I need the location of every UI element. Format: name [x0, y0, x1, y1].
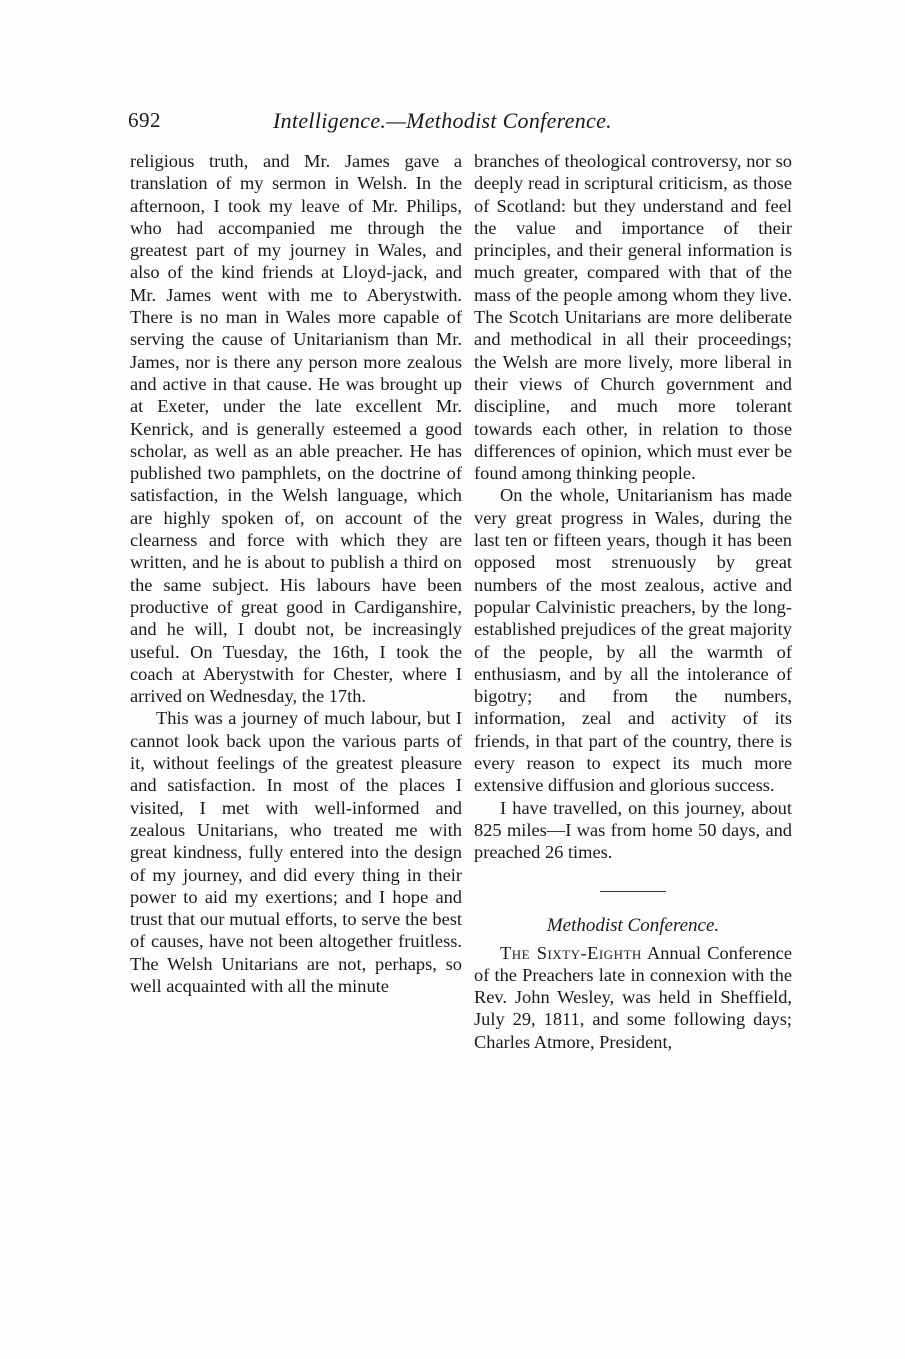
- section-heading: Methodist Conference.: [546, 914, 720, 936]
- running-title: Intelligence.—Methodist Conference.: [273, 108, 612, 133]
- section-body-text: Annual Conference of the Preachers late in connexion with the Rev. John Wesley, was held in Sheffield, July 29, 1811, and some following days; Charles Atmore, President,: [474, 942, 792, 1052]
- section-body: [474, 942, 792, 1053]
- section-lead-smallcaps: The Sixty-Eighth: [500, 942, 642, 963]
- paragraph-left-1: religious truth, and Mr. James gave a translation of my sermon in Welsh. In the afternoon, I took my leave of Mr. Philips, who had accompanied me through the greatest part of my journey in Wales, and also of the kind friends at Lloyd-jack, and Mr. James went with me to Aberystwith. There is no man in Wales more capable of serving the cause of Unitarianism than Mr. James, nor is there any person more zealous and active in that cause. He was brought up at Exeter, under the late excellent Mr. Kenrick, and is generally esteemed a good scholar, as well as an able preacher. He has published two pamphlets, on the doctrine of satisfaction, in the Welsh language, which are highly spoken of, on account of the clearness and force with which they are written, and he is about to publish a third on the same subject. His labours have been productive of great good in Cardiganshire, and he will, I doubt not, be increasingly useful. On Tuesday, the 16th, I took the coach at Aberystwith for Chester, where I arrived on Wednesday, the 17th.: [130, 151, 462, 707]
- paragraph-right-1: branches of theological controversy, nor so deeply read in scriptural criticism, as those of Scotland: but they understand and feel the value and importance of their principles, and their general information is much greater, compared with that of the mass of the people among whom they live. The Scotch Unitarians are more deliberate and methodical in all their proceedings; the Welsh are more lively, more liberal in their views of Church government and discipline, and much more tolerant towards each other, in relation to those differences of opinion, which must ever be found among thinking people.: [474, 151, 792, 484]
- running-head: [128, 108, 804, 140]
- paragraph-left-2: This was a journey of much labour, but I cannot look back upon the various parts of it, without feelings of the greatest pleasure and satisfaction. In most of the places I visited, I met with well-informed and zealous Unitarians, who treated me with great kindness, fully entered into the design of my journey, and did every thing in their power to aid my exertions; and I hope and trust that our mutual efforts, to serve the best of causes, have not been altogether fruitless. The Welsh Unitarians are not, perhaps, so well acquainted with all the minute: [130, 708, 462, 996]
- left-column: [130, 150, 462, 997]
- right-column: [474, 150, 792, 1053]
- paragraph-right-3: I have travelled, on this journey, about 825 miles—I was from home 50 days, and preached 26 times.: [474, 797, 792, 863]
- paragraph-right-2: On the whole, Unitarianism has made very great progress in Wales, during the last ten or fifteen years, though it has been opposed most strenuously by great numbers of the most zealous, active and popular Calvinistic preachers, by the long-established prejudices of the great majority of the people, by all the warmth of enthusiasm, and by all the intolerance of bigotry; and from the numbers, information, zeal and activity of its friends, in that part of the country, there is every reason to expect its much more extensive diffusion and glorious success.: [474, 485, 792, 796]
- section-divider: [600, 891, 666, 892]
- page-number: 692: [128, 108, 161, 132]
